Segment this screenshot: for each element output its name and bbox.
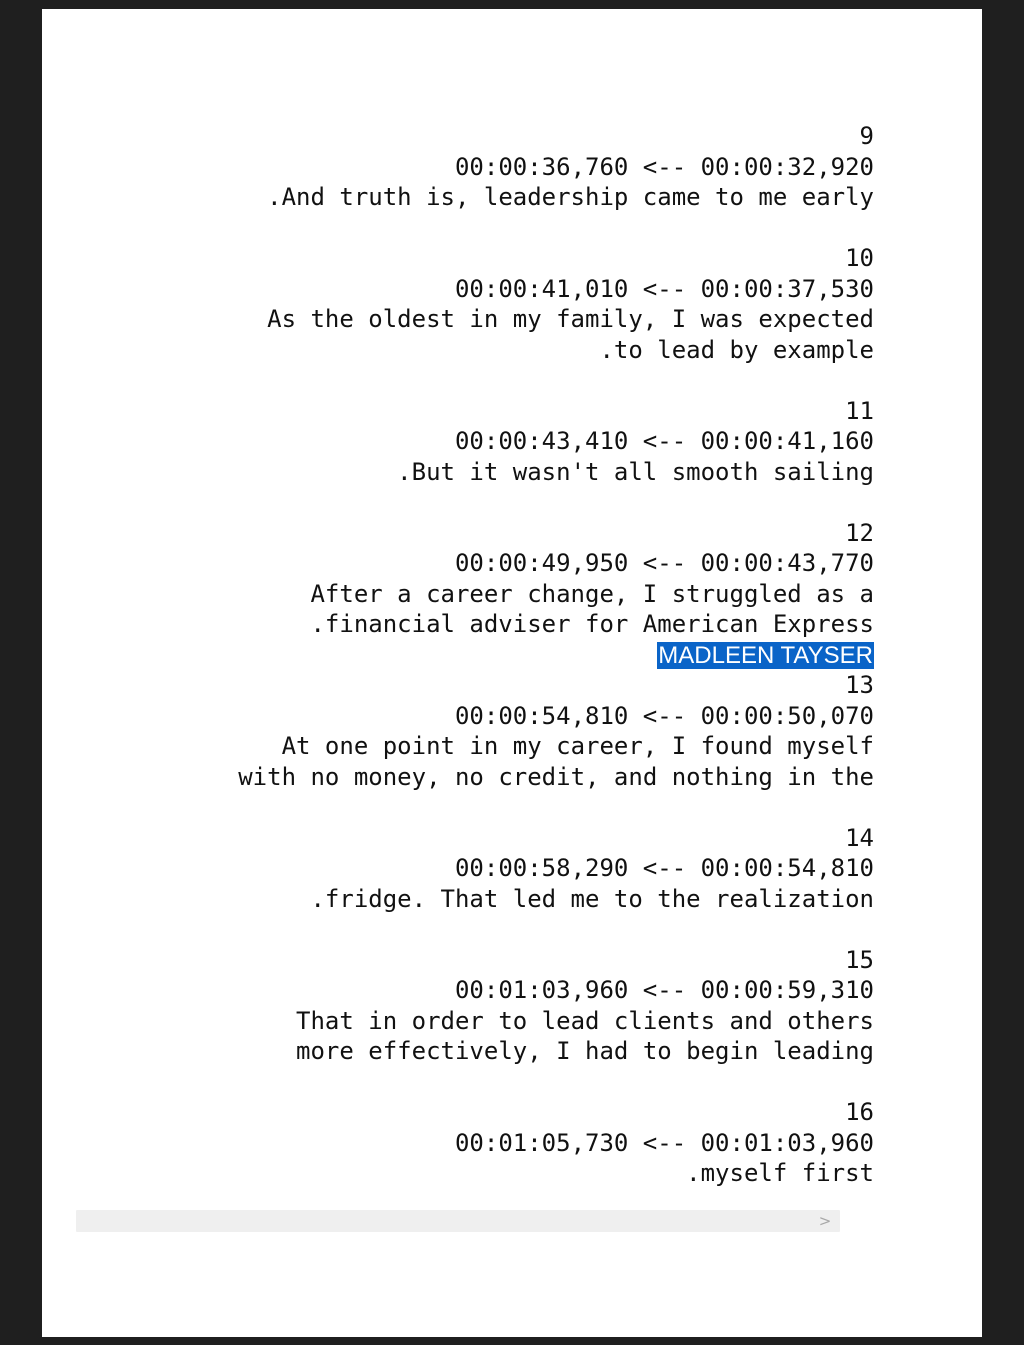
blank-line: [102, 365, 874, 396]
subtitle-line: 14: [845, 823, 874, 852]
subtitle-line: .And truth is, leadership came to me early: [267, 183, 874, 211]
subtitle-line: 00:00:49,950 <-- 00:00:43,770: [454, 549, 874, 577]
document-page: [42, 9, 982, 1337]
subtitle-line: After a career change, I struggled as a: [310, 579, 874, 608]
subtitle-line: 12: [845, 518, 874, 547]
subtitle-line: 00:01:03,960 <-- 00:00:59,310: [454, 976, 874, 1004]
blank-line: [102, 914, 874, 945]
subtitle-line: .financial adviser for American Express: [310, 610, 874, 638]
subtitle-line: 00:01:05,730 <-- 00:01:03,960: [454, 1128, 874, 1157]
subtitle-line: 16: [845, 1098, 874, 1126]
subtitle-line: 00:00:43,410 <-- 00:00:41,160: [454, 427, 874, 455]
subtitle-line: with no money, no credit, and nothing in the: [238, 762, 874, 791]
blank-line: [102, 213, 874, 244]
blank-line: [102, 792, 874, 823]
subtitle-line: 10: [845, 244, 874, 272]
subtitle-line: .But it wasn't all smooth sailing: [397, 457, 874, 486]
subtitle-line: 00:00:54,810 <-- 00:00:50,070: [454, 701, 874, 730]
subtitle-line: 00:00:58,290 <-- 00:00:54,810: [454, 854, 874, 882]
blank-line: [102, 487, 874, 518]
selected-text-line: [102, 640, 874, 671]
subtitle-line: more effectively, I had to begin leading: [296, 1037, 874, 1065]
subtitle-text-block[interactable]: [102, 121, 874, 1189]
subtitle-line: 11: [845, 396, 874, 425]
horizontal-scrollbar[interactable]: [76, 1210, 840, 1232]
subtitle-line: 13: [845, 671, 874, 699]
subtitle-line: As the oldest in my family, I was expected: [267, 305, 874, 333]
blank-line: [102, 1067, 874, 1098]
subtitle-line: 9: [859, 122, 874, 150]
subtitle-line: 00:00:36,760 <-- 00:00:32,920: [454, 152, 874, 181]
subtitle-line: .to lead by example: [599, 335, 874, 364]
subtitle-line: That in order to lead clients and others: [296, 1006, 874, 1035]
subtitle-line: At one point in my career, I found myself: [281, 732, 874, 760]
subtitle-line: 00:00:41,010 <-- 00:00:37,530: [454, 274, 874, 303]
subtitle-line: .myself first: [686, 1159, 874, 1187]
subtitle-line: 15: [845, 945, 874, 974]
chevron-right-icon[interactable]: >: [818, 1212, 832, 1230]
text-selection[interactable]: MADLEEN TAYSER: [658, 641, 873, 669]
subtitle-line: .fridge. That led me to the realization: [310, 884, 874, 913]
